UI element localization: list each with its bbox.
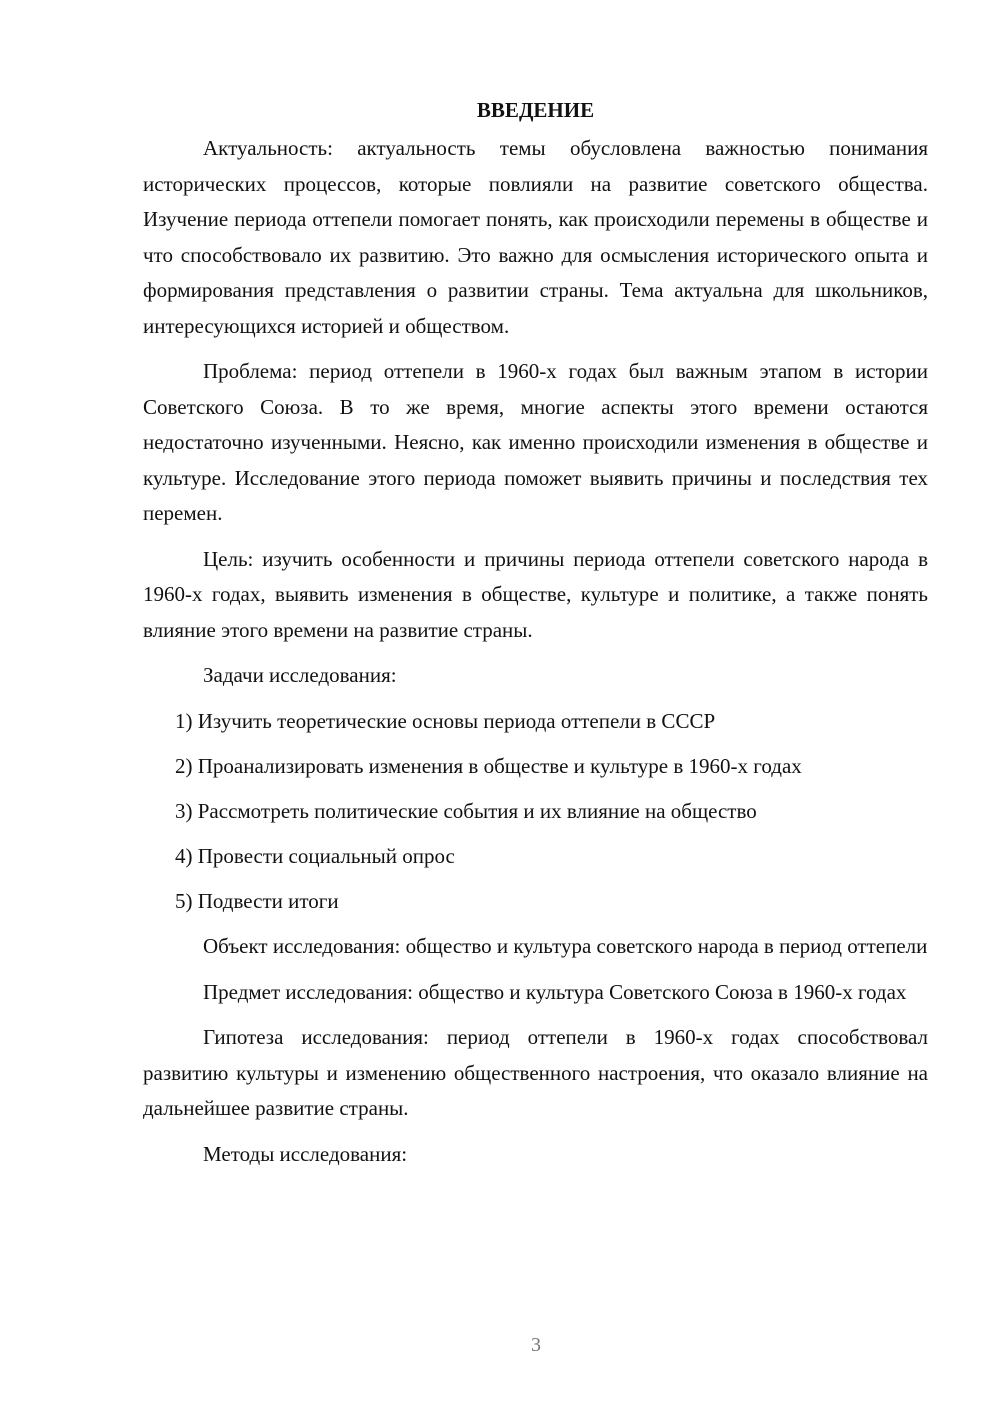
paragraph-relevance: Актуальность: актуальность темы обусловлена важностью понимания исторических процессов, которые повлияли на развитие советского общества. Изучение периода оттепели помогает понять, как происходили перемены в обществе и что способствовало их развитию. Это важно для осмысления исторического опыта и формирования представления о развитии страны. Тема актуальна для школьников, интересующихся историей и обществом. xyxy=(143,136,928,338)
methods-heading: Методы исследования: xyxy=(203,1141,408,1166)
paragraph-hypothesis: Гипотеза исследования: период оттепели в 1960-х годах способствовал развитию культуры и изменению общественного настроения, что оказало влияние на дальнейшее развитие страны. xyxy=(143,1025,928,1120)
list-item: 1) Изучить теоретические основы периода оттепели в СССР xyxy=(175,708,716,733)
list-item: 3) Рассмотреть политические события и их влияние на общество xyxy=(175,798,757,823)
document-page xyxy=(143,95,928,1182)
list-item: 4) Провести социальный опрос xyxy=(175,843,455,868)
list-item: 5) Подвести итоги xyxy=(175,888,339,913)
tasks-heading: Задачи исследования: xyxy=(203,663,397,687)
paragraph-object: Объект исследования: общество и культура советского народа в период оттепели xyxy=(203,934,928,958)
paragraph-goal: Цель: изучить особенности и причины периода оттепели советского народа в 1960-х годах, выявить изменения в обществе, культуре и политике, а также понять влияние этого времени на развитие страны. xyxy=(143,546,928,642)
page-title: ВВЕДЕНИЕ xyxy=(476,98,595,122)
page-number: 3 xyxy=(531,1334,541,1356)
paragraph-subject: Предмет исследования: общество и культура Советского Союза в 1960-х годах xyxy=(203,979,907,1004)
paragraph-problem: Проблема: период оттепели в 1960-х годах был важным этапом в истории Советского Союза. В то же время, многие аспекты этого времени остаются недостаточно изученными. Неясно, как именно происходили изменения в обществе и культуре. Исследование этого периода поможет выявить причины и последствия тех перемен. xyxy=(143,359,928,525)
tasks-list xyxy=(143,704,928,920)
list-item: 2) Проанализировать изменения в обществе и культуре в 1960-х годах xyxy=(175,753,802,778)
